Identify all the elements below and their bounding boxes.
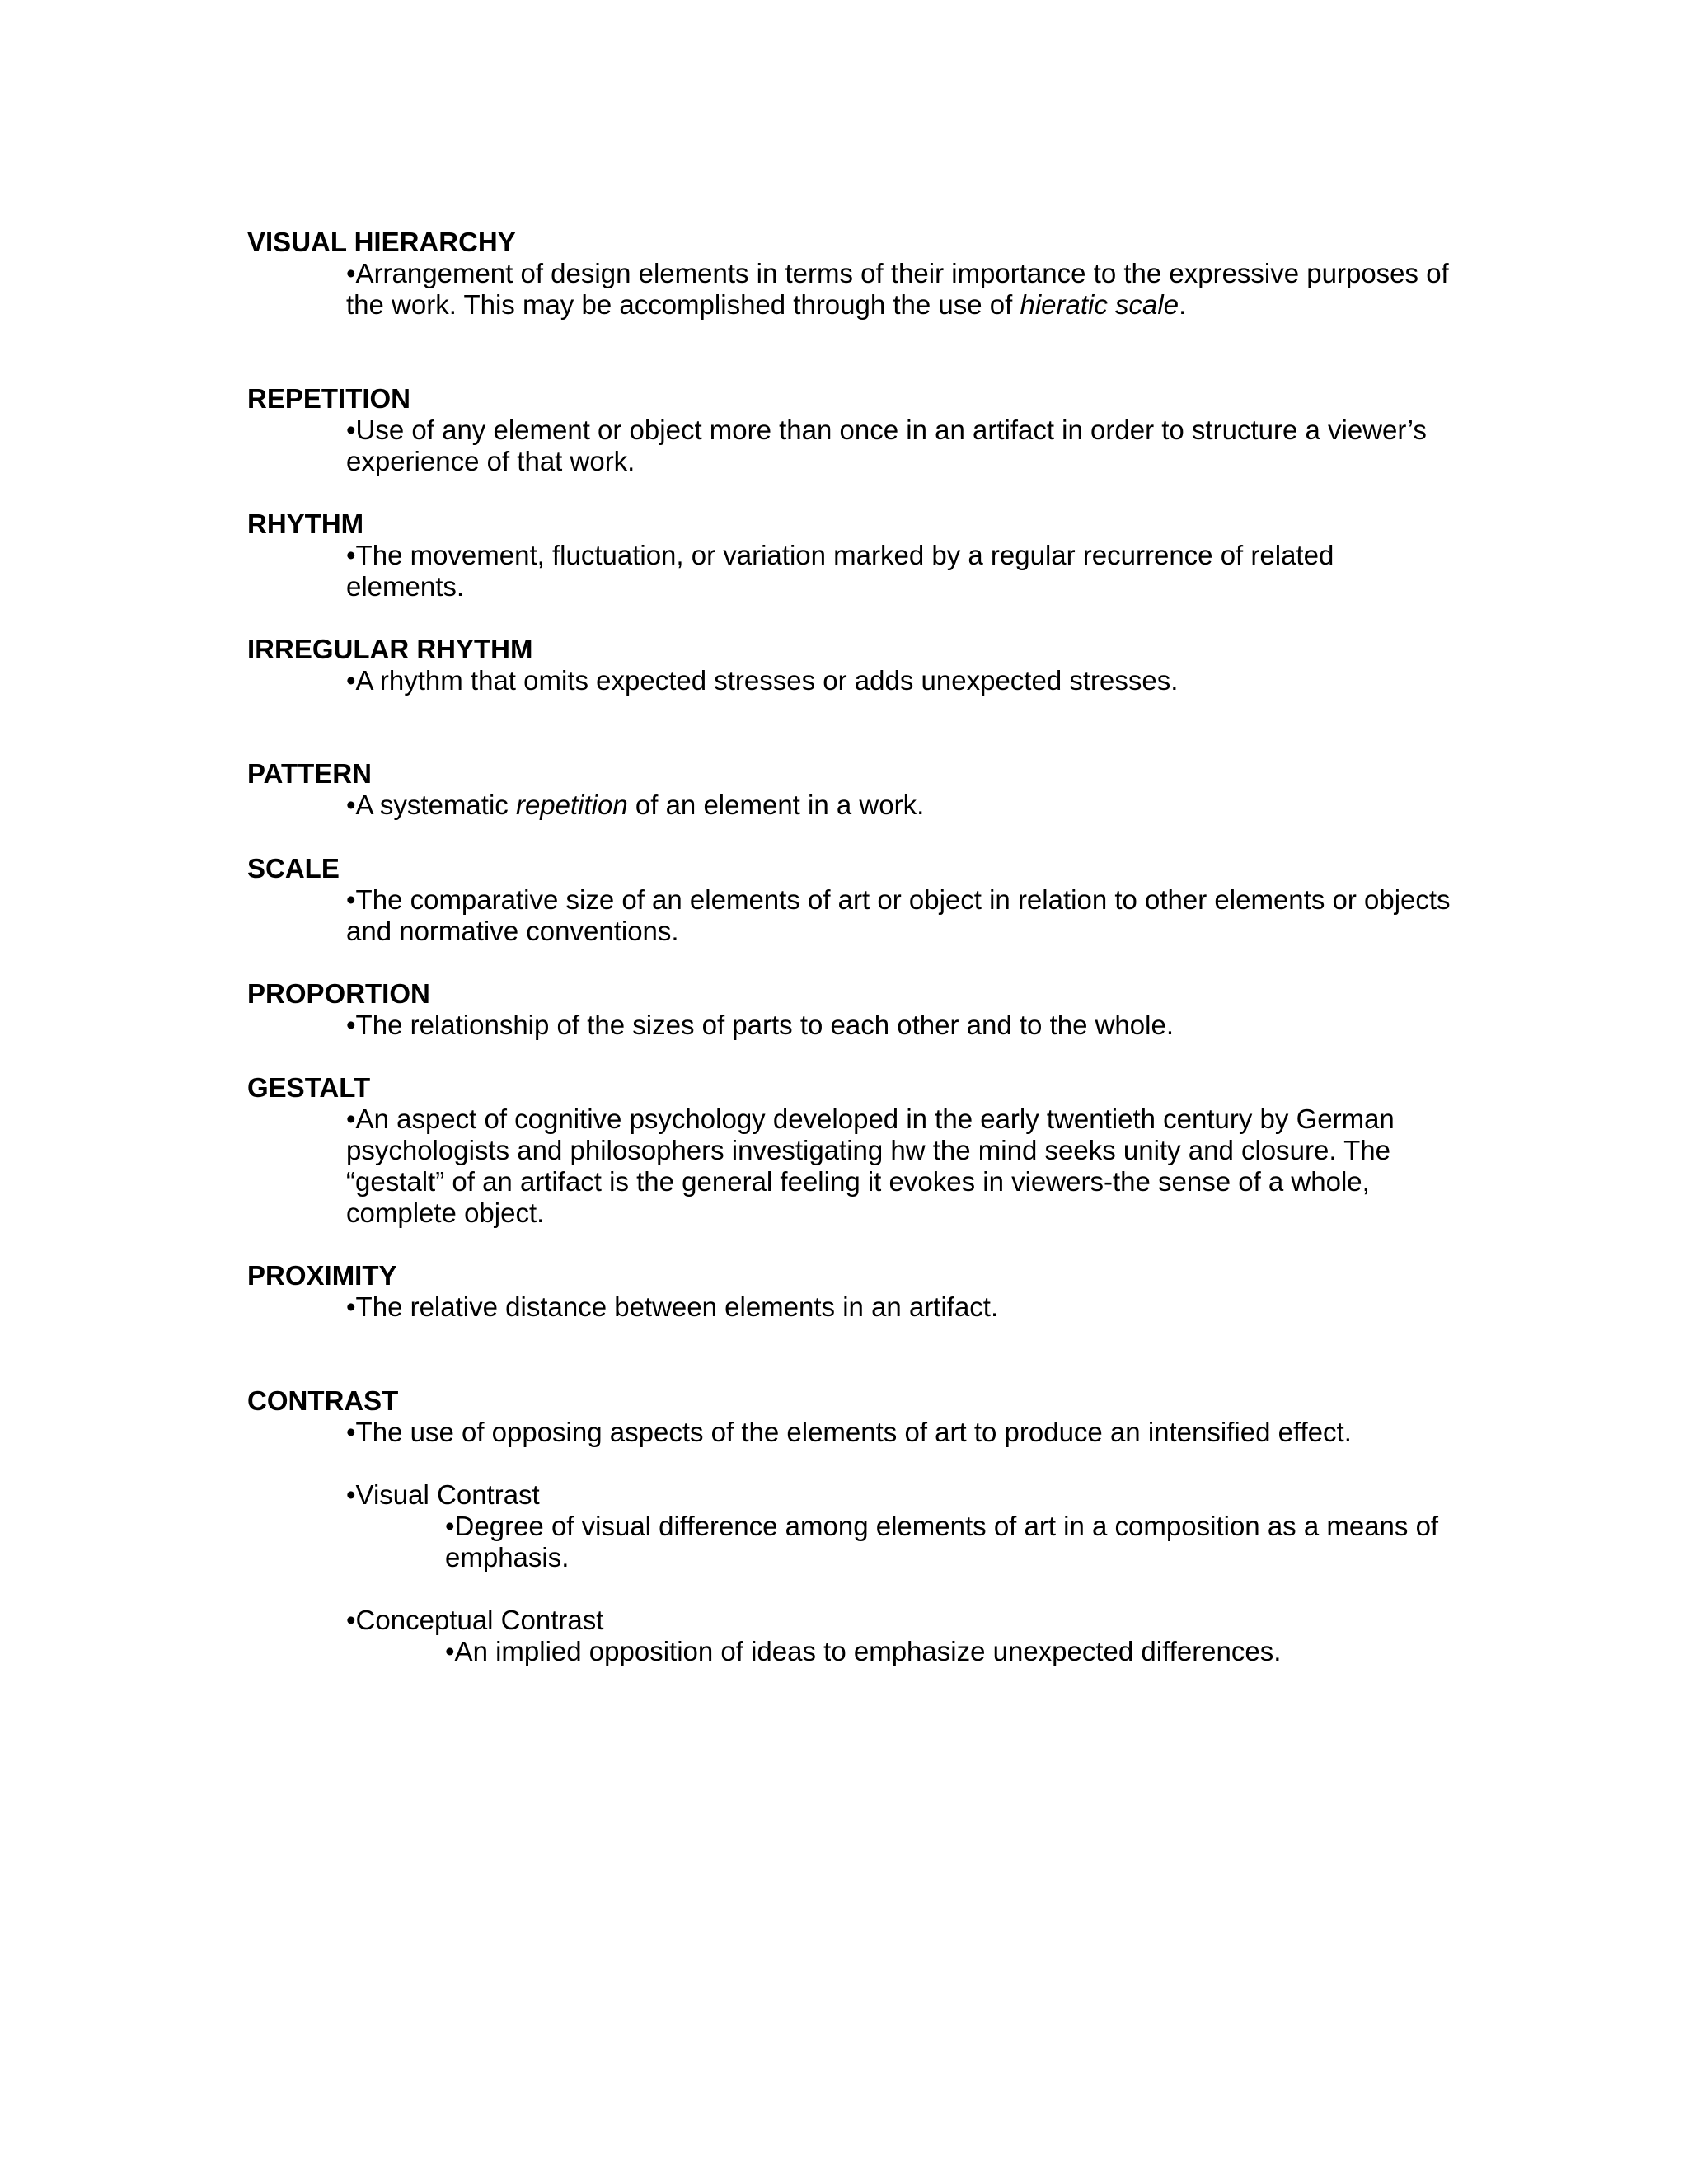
entry-rhythm [247, 509, 1451, 602]
term-definition: •A rhythm that omits expected stresses or adds unexpected stresses. [346, 665, 1179, 696]
term-heading: CONTRAST [247, 1385, 399, 1416]
term-definition: •The relationship of the sizes of parts to each other and to the whole. [346, 1010, 1174, 1040]
definition-text: •Arrangement of design elements in terms of their importance to the expressive purposes of the work. This may be accomplished through the use of [346, 258, 1449, 320]
entry-pattern [247, 758, 1451, 821]
entry-proximity [247, 1260, 1451, 1323]
term-definition: •An aspect of cognitive psychology developed in the early twentieth century by German psychologists and philosophers investigating hw the mind seeks unity and closure. The “gestalt” of an artifact is the general feeling it evokes in viewers-the sense of a whole, complete object. [346, 1104, 1395, 1228]
definition-text: •A systematic [346, 790, 516, 820]
entry-visual-hierarchy [247, 227, 1451, 321]
term-definition: •The relative distance between elements in an artifact. [346, 1291, 999, 1322]
entry-irregular-rhythm [247, 634, 1451, 696]
subterm-visual-contrast: •Visual Contrast [346, 1479, 540, 1510]
term-heading: GESTALT [247, 1072, 371, 1103]
term-heading: VISUAL HIERARCHY [247, 227, 516, 257]
term-heading: IRREGULAR RHYTHM [247, 634, 533, 664]
term-heading: RHYTHM [247, 509, 364, 539]
term-definition: •Use of any element or object more than once in an artifact in order to structure a viewer’s experience of that work. [346, 415, 1427, 476]
term-definition: •The movement, fluctuation, or variation marked by a regular recurrence of related elements. [346, 540, 1334, 602]
term-definition: •The comparative size of an elements of art or object in relation to other elements or objects and normative conventions. [346, 884, 1451, 946]
term-definition [346, 790, 1451, 821]
subterm-visual-contrast-definition: •Degree of visual difference among elements of art in a composition as a means of emphasis. [445, 1511, 1439, 1572]
definition-emphasis: repetition [515, 790, 628, 820]
term-heading: SCALE [247, 853, 340, 883]
definition-text-end: . [1179, 289, 1187, 320]
spacer [247, 1448, 1451, 1479]
term-heading: PROXIMITY [247, 1260, 397, 1291]
spacer [247, 1573, 1451, 1605]
definition-emphasis: hieratic scale [1020, 289, 1179, 320]
definition-text-end: of an element in a work. [627, 790, 925, 820]
subterm-conceptual-contrast-definition: •An implied opposition of ideas to emphasize unexpected differences. [445, 1636, 1282, 1666]
entry-scale [247, 853, 1451, 947]
term-definition [346, 258, 1451, 321]
entry-proportion [247, 978, 1451, 1041]
term-heading: PROPORTION [247, 978, 430, 1009]
entry-contrast [247, 1385, 1451, 1667]
entry-gestalt [247, 1072, 1451, 1229]
subterm-conceptual-contrast: •Conceptual Contrast [346, 1605, 604, 1635]
entry-repetition [247, 383, 1451, 477]
term-heading: REPETITION [247, 383, 411, 414]
term-heading: PATTERN [247, 758, 372, 789]
term-definition: •The use of opposing aspects of the elements of art to produce an intensified effect. [346, 1417, 1352, 1447]
